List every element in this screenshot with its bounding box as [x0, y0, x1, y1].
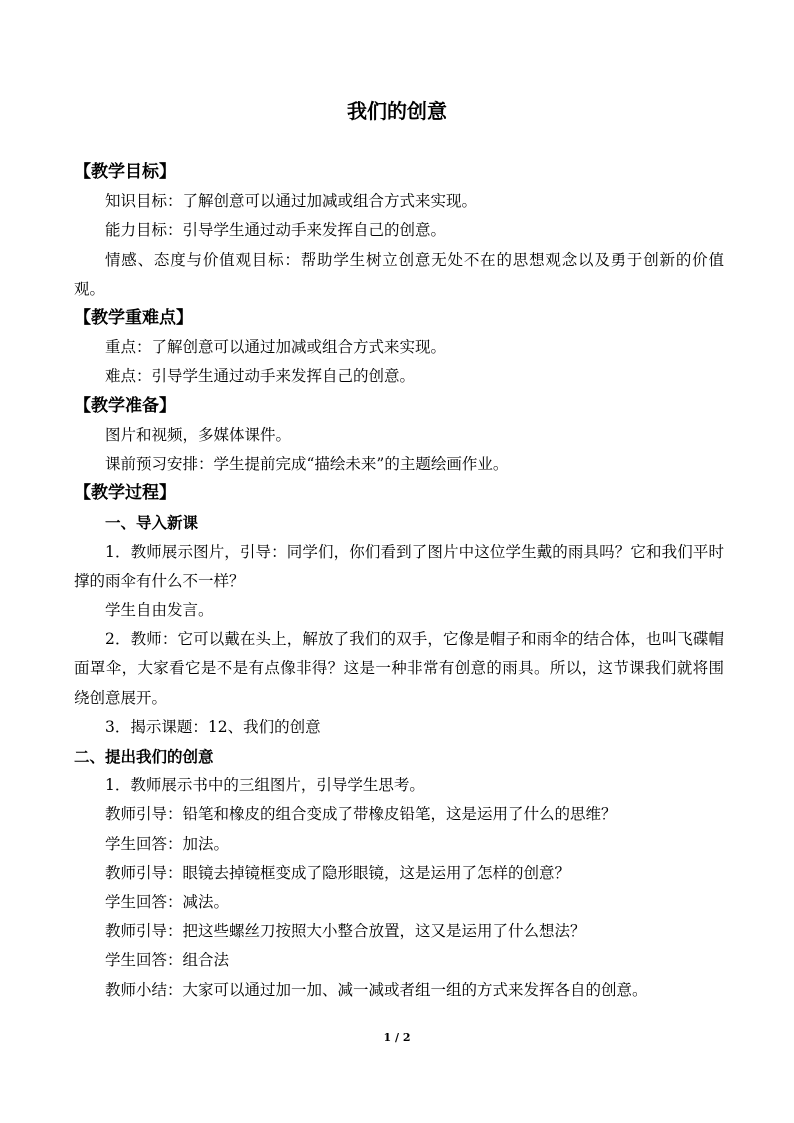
section-heading-goals: 【教学目标】: [74, 162, 176, 182]
section-heading-key-points: 【教学重难点】: [74, 308, 193, 329]
paragraph-creativity-4: 教师引导：眼镜去掉镜框变成了隐形眼镜，这是运用了怎样的创意？: [105, 863, 571, 882]
paragraph-key-point: 重点：了解创意可以通过加减或组合方式来实现。: [105, 338, 447, 357]
paragraph-creativity-1: 1．教师展示书中的三组图片，引导学生思考。: [105, 776, 425, 795]
page-number: 1 / 2: [383, 1031, 411, 1044]
paragraph-creativity-5: 学生回答：减法。: [105, 893, 230, 912]
paragraph-creativity-3: 学生回答：加法。: [105, 834, 230, 853]
paragraph-intro-3: 2．教师：它可以戴在头上，解放了我们的双手，它像是帽子和雨伞的结合体，也叫飞碟帽面罩伞，大家看它是不是有点像非得？这是一种非常有创意的雨具。所以，这节课我们就将围绕创意展开。: [74, 630, 724, 707]
paragraph-creativity-8: 教师小结：大家可以通过加一加、减一减或者组一组的方式来发挥各自的创意。: [105, 980, 648, 999]
paragraph-emotion-goal: 情感、态度与价值观目标：帮助学生树立创意无处不在的思想观念以及勇于创新的价值观。: [74, 250, 724, 298]
paragraph-knowledge-goal: 知识目标：了解创意可以通过加减或组合方式来实现。: [105, 192, 478, 211]
paragraph-creativity-6: 教师引导：把这些螺丝刀按照大小整合放置，这又是运用了什么想法？: [105, 922, 586, 941]
paragraph-creativity-2: 教师引导：铅笔和橡皮的组合变成了带橡皮铅笔，这是运用了什么的思维？: [105, 805, 617, 824]
paragraph-preview: 课前预习安排：学生提前完成“描绘未来”的主题绘画作业。: [105, 455, 509, 474]
section-heading-process: 【教学过程】: [74, 483, 176, 504]
document-title: 我们的创意: [347, 99, 447, 123]
document-body: [74, 158, 724, 1005]
paragraph-materials: 图片和视频，多媒体课件。: [105, 425, 292, 444]
paragraph-intro-4: 3．揭示课题：12、我们的创意: [105, 717, 321, 736]
subheading-creativity: 二、提出我们的创意: [74, 747, 214, 767]
paragraph-difficulty: 难点：引导学生通过动手来发挥自己的创意。: [105, 367, 416, 386]
paragraph-creativity-7: 学生回答：组合法: [105, 951, 230, 970]
paragraph-intro-1: 1．教师展示图片，引导：同学们，你们看到了图片中这位学生戴的雨具吗？它和我们平时撑的雨伞有什么不一样？: [74, 542, 724, 590]
section-heading-preparation: 【教学准备】: [74, 395, 176, 416]
paragraph-ability-goal: 能力目标：引导学生通过动手来发挥自己的创意。: [105, 221, 447, 240]
paragraph-intro-2: 学生自由发言。: [105, 601, 214, 620]
subheading-intro: 一、导入新课: [105, 513, 199, 533]
